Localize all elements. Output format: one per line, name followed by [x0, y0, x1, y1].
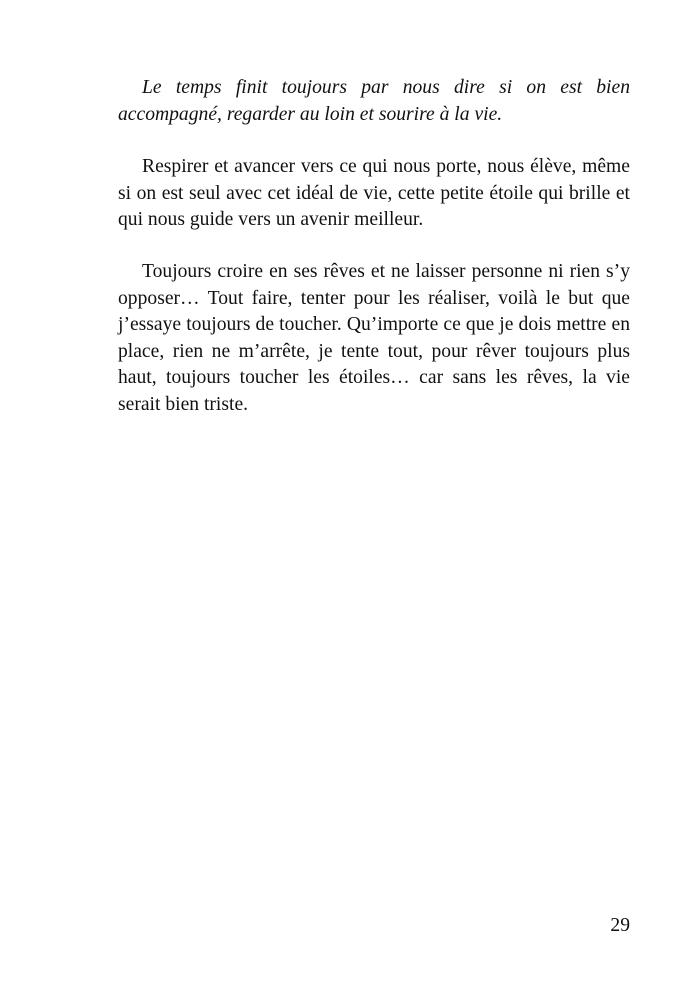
- paragraph-1-text: Le temps finit toujours par nous dire si on est bien accompagné, regarder au loin et sourire à la vie.: [118, 77, 630, 125]
- paragraph-3: [118, 259, 630, 418]
- paragraph-1: [118, 75, 630, 128]
- paragraph-2: [118, 154, 630, 234]
- paragraph-2-text: Respirer et avancer vers ce qui nous porte, nous élève, même si on est seul avec cet idéal de vie, cette petite étoile qui brille et qui nous guide vers un avenir meilleur.: [118, 156, 630, 230]
- page-number: 29: [610, 915, 630, 936]
- paragraph-3-text: Toujours croire en ses rêves et ne laisser personne ni rien s’y opposer… Tout faire, tenter pour les réaliser, voilà le but que j’essaye toujours de toucher. Qu’importe ce que je dois mettre en place, rien ne m’arrête, je tente tout, pour rêver toujours plus haut, toujours toucher les étoiles… car sans les rêves, la vie serait bien triste.: [118, 261, 630, 415]
